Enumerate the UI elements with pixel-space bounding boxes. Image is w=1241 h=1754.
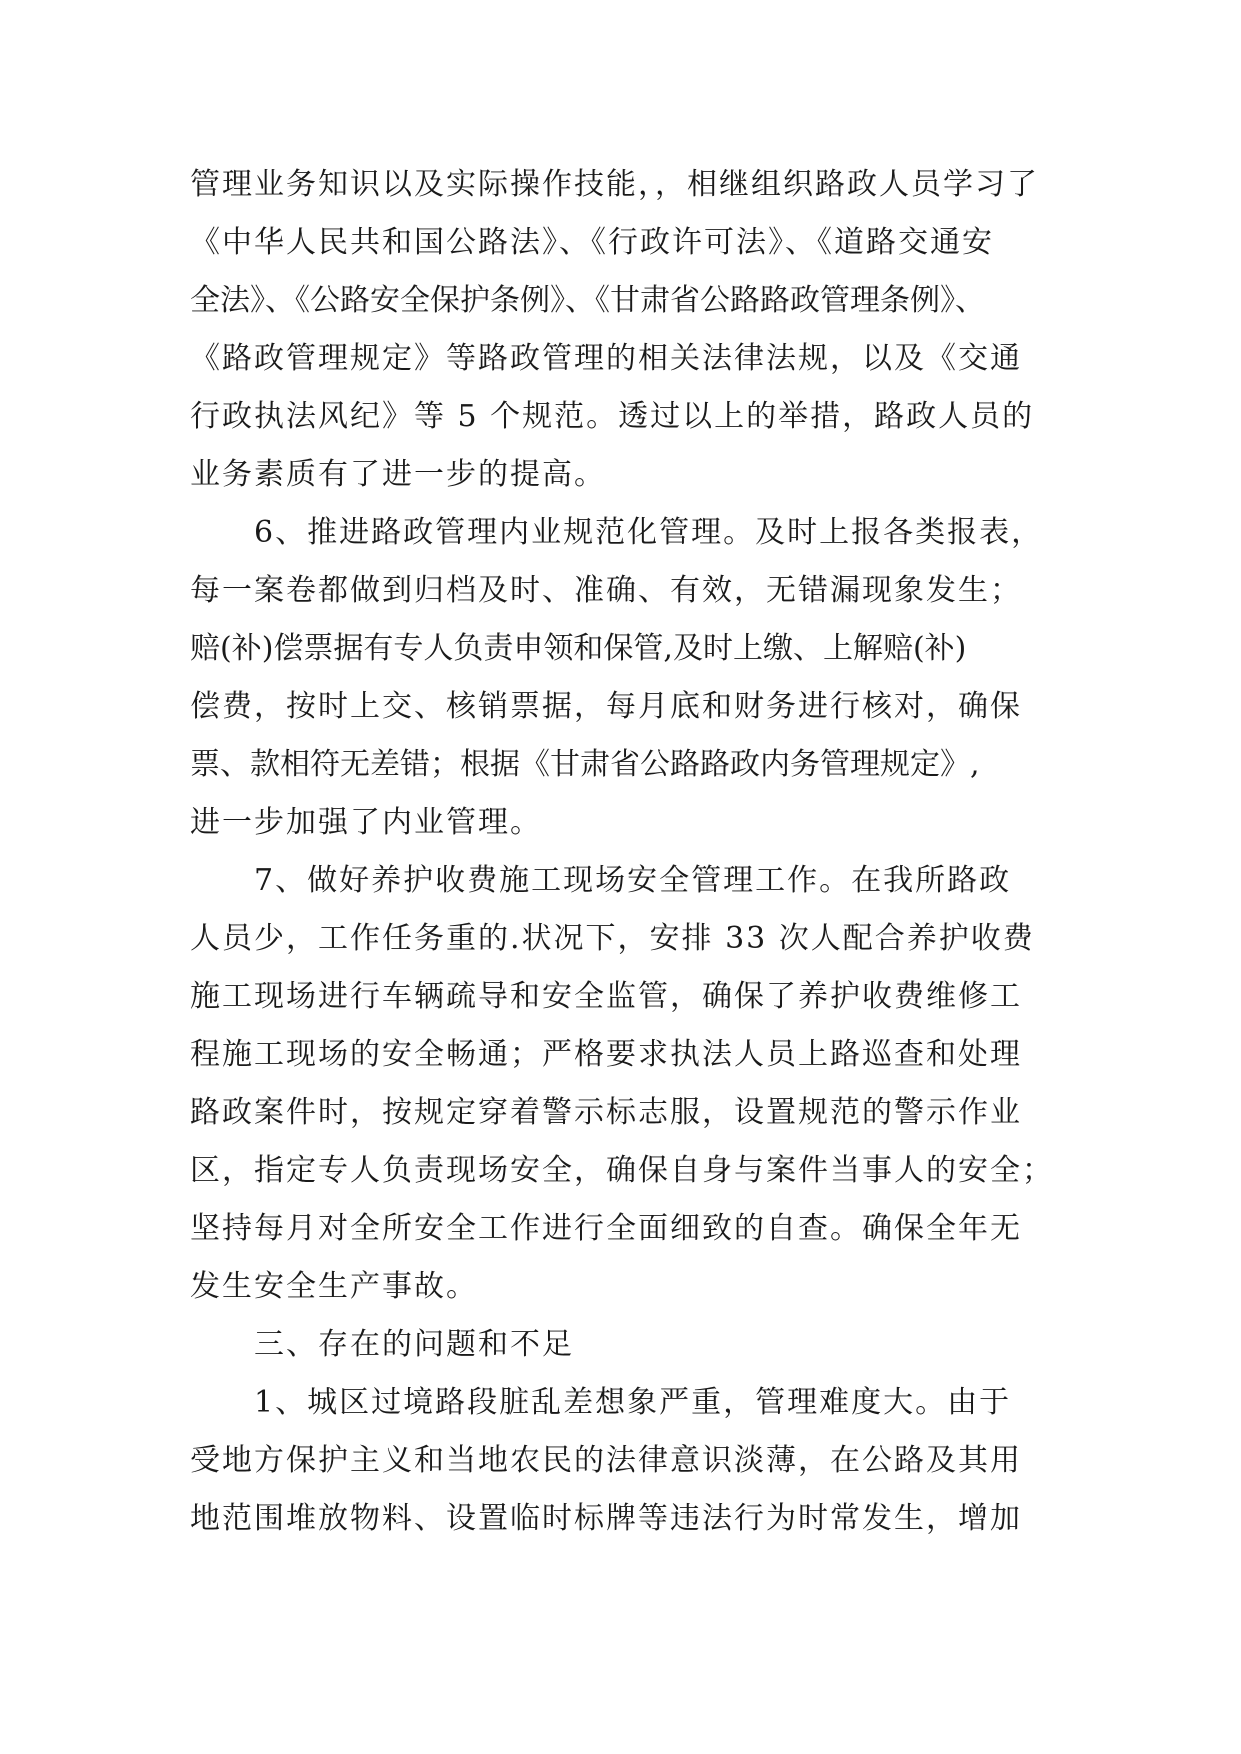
text-line: 坚持每月对全所安全工作进行全面细致的自查。确保全年无 — [190, 1211, 1022, 1246]
text-line: 6、推进路政管理内业规范化管理。及时上报各类报表， — [190, 515, 1044, 550]
text-line: 受地方保护主义和当地农民的法律意识淡薄，在公路及其用 — [190, 1443, 1022, 1478]
text-line: 《路政管理规定》等路政管理的相关法律法规，以及《交通 — [190, 341, 1022, 376]
text-line: 1、城区过境路段脏乱差想象严重，管理难度大。由于 — [190, 1385, 1012, 1420]
text-line: 区，指定专人负责现场安全，确保自身与案件当事人的安全； — [190, 1153, 1054, 1188]
text-line: 赔(补)偿票据有专人负责申领和保管,及时上缴、上解赔(补) — [190, 631, 967, 666]
text-line: 全法》、《公路安全保护条例》、《甘肃省公路路政管理条例》、 — [190, 283, 985, 318]
text-line: 《中华人民共和国公路法》、《行政许可法》、《道路交通安 — [190, 225, 994, 260]
text-line: 管理业务知识以及实际操作技能，，相继组织路政人员学习了 — [190, 167, 1039, 202]
text-line: 票、款相符无差错；根据《甘肃省公路路政内务管理规定》, — [190, 747, 980, 782]
text-line: 每一案卷都做到归档及时、准确、有效，无错漏现象发生； — [190, 573, 1022, 608]
text-line: 发生安全生产事故。 — [190, 1269, 478, 1304]
text-line: 施工现场进行车辆疏导和安全监管，确保了养护收费维修工 — [190, 979, 1022, 1014]
text-line: 程施工现场的安全畅通；严格要求执法人员上路巡查和处理 — [190, 1037, 1022, 1072]
text-line: 7、做好养护收费施工现场安全管理工作。在我所路政 — [190, 863, 1012, 898]
text-line: 地范围堆放物料、设置临时标牌等违法行为时常发生，增加 — [190, 1501, 1022, 1536]
text-line: 偿费，按时上交、核销票据，每月底和财务进行核对，确保 — [190, 689, 1022, 724]
text-line: 行政执法风纪》等 5 个规范。透过以上的举措，路政人员的 — [190, 399, 1035, 434]
document-body — [190, 165, 1054, 1557]
section-heading: 三、存在的问题和不足 — [190, 1327, 574, 1362]
text-line: 人员少，工作任务重的.状况下，安排 33 次人配合养护收费 — [190, 921, 1035, 956]
text-line: 业务素质有了进一步的提高。 — [190, 457, 606, 492]
text-line: 进一步加强了内业管理。 — [190, 805, 542, 840]
text-line: 路政案件时，按规定穿着警示标志服，设置规范的警示作业 — [190, 1095, 1022, 1130]
